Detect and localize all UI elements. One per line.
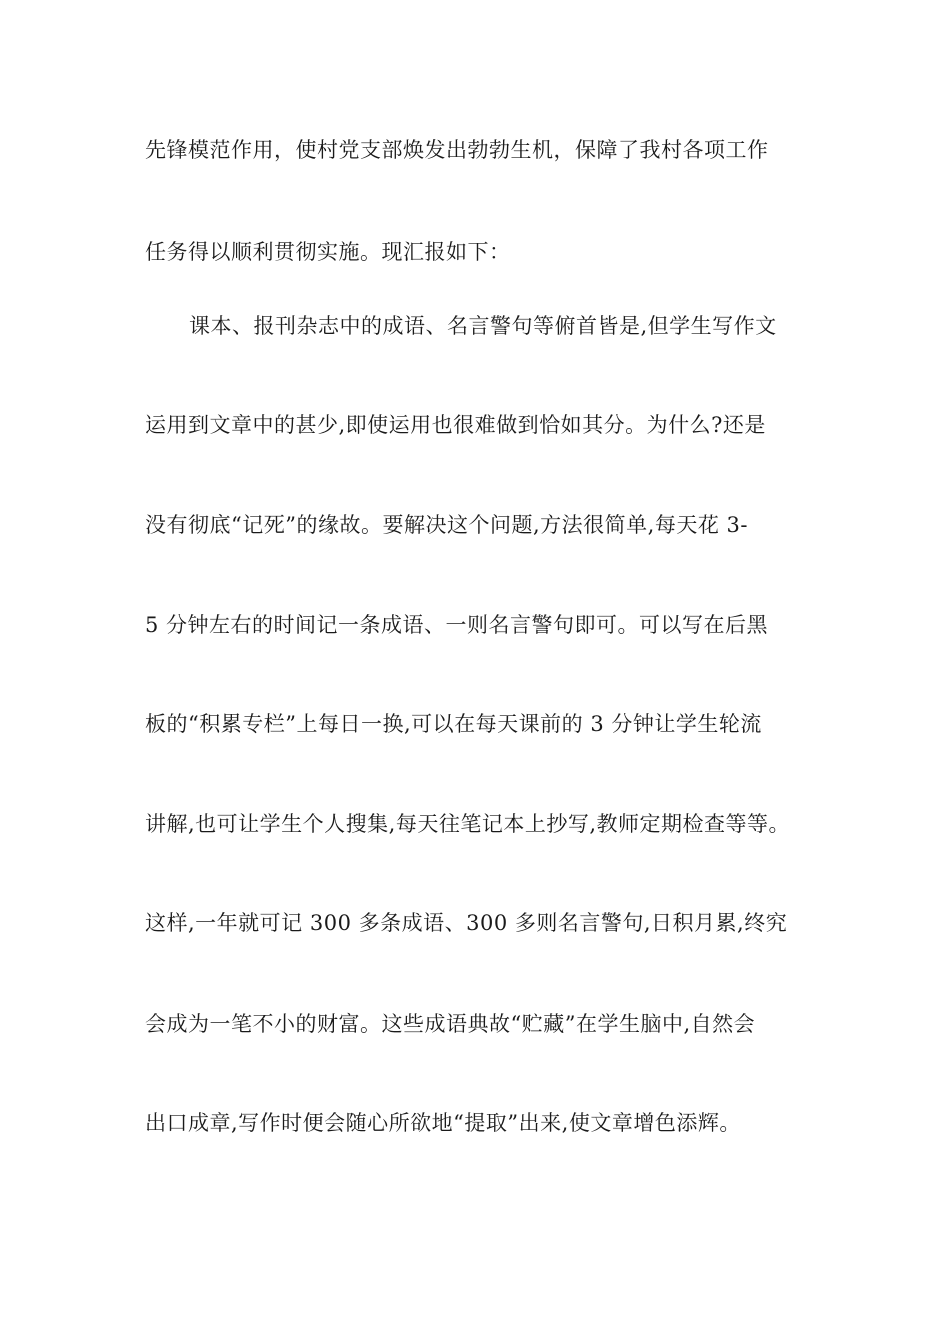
text-line-1: 先锋模范作用，使村党支部焕发出勃勃生机，保障了我村各项工作 bbox=[145, 138, 769, 162]
text-line-8: 讲解,也可让学生个人搜集,每天往笔记本上抄写,教师定期检查等等。 bbox=[145, 812, 791, 836]
text-line-7: 板的“积累专栏”上每日一换,可以在每天课前的 3 分钟让学生轮流 bbox=[145, 712, 762, 736]
text-line-3: 课本、报刊杂志中的成语、名言警句等俯首皆是,但学生写作文 bbox=[189, 314, 777, 338]
text-line-4: 运用到文章中的甚少,即使运用也很难做到恰如其分。为什么?还是 bbox=[145, 413, 766, 437]
text-line-2: 任务得以顺利贯彻实施。现汇报如下： bbox=[145, 240, 511, 264]
text-line-5: 没有彻底“记死”的缘故。要解决这个问题,方法很简单,每天花 3- bbox=[145, 513, 748, 537]
text-line-6: 5 分钟左右的时间记一条成语、一则名言警句即可。可以写在后黑 bbox=[145, 613, 769, 637]
text-line-11: 出口成章,写作时便会随心所欲地“提取”出来,使文章增色添辉。 bbox=[145, 1111, 741, 1135]
text-line-10: 会成为一笔不小的财富。这些成语典故“贮藏”在学生脑中,自然会 bbox=[145, 1012, 756, 1036]
text-line-9: 这样,一年就可记 300 多条成语、300 多则名言警句,日积月累,终究 bbox=[145, 911, 788, 935]
